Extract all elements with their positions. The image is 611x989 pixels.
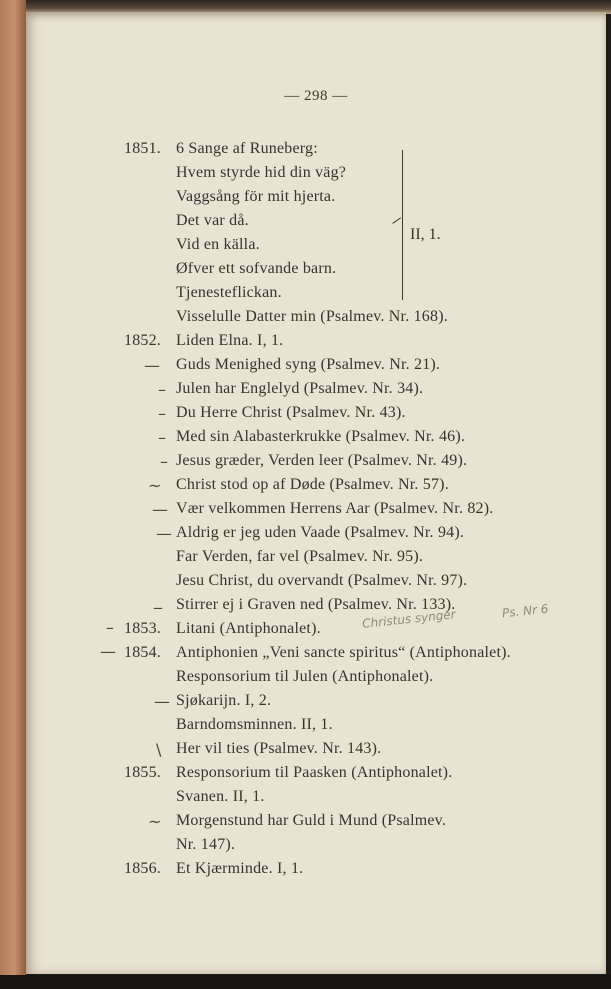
pencil-mark: – [158, 404, 166, 423]
entry-title: Visselulle Datter min (Psalmev. Nr. 168). [176, 308, 448, 325]
entry-title: Vaggsång för mit hjerta. [176, 188, 336, 205]
pencil-mark: — [144, 356, 160, 375]
pencil-mark: – [160, 452, 168, 471]
entry-title: Nr. 147). [176, 836, 236, 853]
pencil-mark: – [106, 618, 114, 637]
pencil-mark: — [156, 524, 172, 543]
entry-title: Vær velkommen Herrens Aar (Psalmev. Nr. 82). [176, 500, 494, 517]
entry-title: Tjenesteflickan. [176, 284, 282, 301]
entry-title: Christ stod op af Døde (Psalmev. Nr. 57). [176, 476, 449, 493]
entry-title: Guds Menighed syng (Psalmev. Nr. 21). [176, 356, 441, 373]
year-label: 1851. [124, 140, 161, 157]
entry-title: Liden Elna. I, 1. [176, 332, 284, 349]
book-page [26, 12, 606, 974]
entry-title: Morgenstund har Guld i Mund (Psalmev. [176, 812, 447, 829]
entry-title: Responsorium til Julen (Antiphonalet). [176, 668, 434, 685]
entry-title: Her vil ties (Psalmev. Nr. 143). [176, 740, 382, 757]
pencil-annotation: Christus synger [361, 607, 457, 631]
book-bottom-edge [0, 975, 611, 989]
entry-title: Jesu Christ, du overvandt (Psalmev. Nr. 97). [176, 572, 468, 589]
entry-title: Med sin Alabasterkrukke (Psalmev. Nr. 46). [176, 428, 466, 445]
pencil-mark: — [152, 500, 168, 519]
pencil-mark: – [158, 428, 166, 447]
brace-reference: II, 1. [410, 226, 441, 243]
year-label: 1855. [124, 764, 161, 781]
entry-title: Aldrig er jeg uden Vaade (Psalmev. Nr. 94). [176, 524, 465, 541]
pencil-mark: ~ [148, 812, 162, 831]
entry-title: Antiphonien „Veni sancte spiritus“ (Antiphonalet). [176, 644, 511, 661]
page-number: — 298 — [284, 88, 348, 104]
entry-title: Vid en källa. [176, 236, 260, 253]
pencil-mark: ~ [148, 476, 162, 495]
year-label: 1852. [124, 332, 161, 349]
year-label: 1853. [124, 620, 161, 637]
entry-title: Sjøkarijn. I, 2. [176, 692, 272, 709]
pencil-annotation: Ps. Nr 6 [501, 601, 550, 621]
entry-title: Du Herre Christ (Psalmev. Nr. 43). [176, 404, 406, 421]
pencil-mark: \ [156, 740, 162, 759]
entry-title: Hvem styrde hid din väg? [176, 164, 347, 181]
pencil-mark: – [158, 380, 166, 399]
entry-title: Responsorium til Paasken (Antiphonalet). [176, 764, 453, 781]
entry-title: Øfver ett sofvande barn. [176, 260, 337, 277]
entry-title: Det var då. [176, 212, 249, 229]
entry-title: Barndomsminnen. II, 1. [176, 716, 333, 733]
entry-title: Stirrer ej i Graven ned (Psalmev. Nr. 133). [176, 596, 456, 613]
entry-title: Svanen. II, 1. [176, 788, 265, 805]
entry-title: Et Kjærminde. I, 1. [176, 860, 304, 877]
year-label: 1856. [124, 860, 161, 877]
pencil-mark: _ [154, 590, 162, 609]
pencil-mark: — [100, 642, 116, 661]
grouping-brace [396, 150, 403, 300]
entry-title: 6 Sange af Runeberg: [176, 140, 318, 157]
entry-title: Litani (Antiphonalet). [176, 620, 321, 637]
entry-title: Julen har Englelyd (Psalmev. Nr. 34). [176, 380, 424, 397]
book-cover-left [0, 0, 26, 975]
entry-title: Jesus græder, Verden leer (Psalmev. Nr. 49). [176, 452, 468, 469]
entry-title: Far Verden, far vel (Psalmev. Nr. 95). [176, 548, 424, 565]
pencil-mark: — [154, 692, 170, 711]
year-label: 1854. [124, 644, 161, 661]
